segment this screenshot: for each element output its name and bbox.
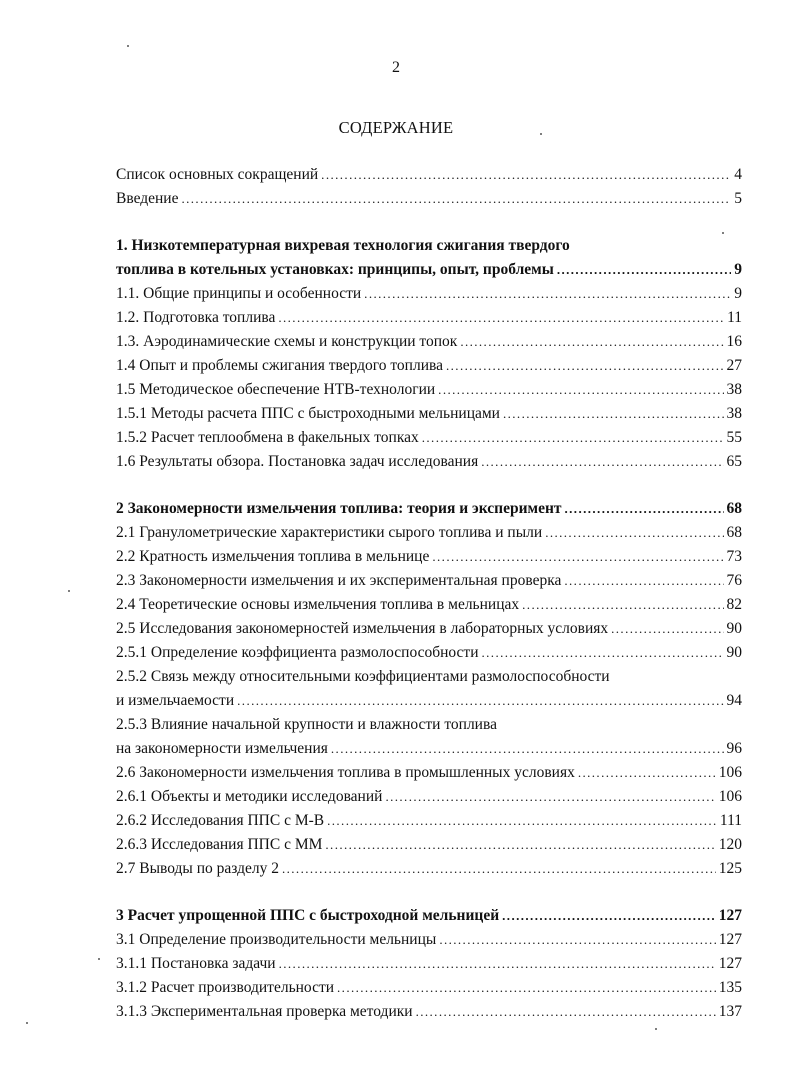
toc-entry (116, 521, 742, 545)
section-gap (116, 474, 742, 497)
toc-entry-title: 3.1.3 Экспериментальная проверка методики (116, 1003, 413, 1020)
toc-leader-dots (522, 593, 723, 617)
toc-entry-page: 38 (726, 381, 742, 398)
toc-entry-page: 68 (726, 500, 742, 517)
toc-chapter-1 (116, 234, 742, 282)
toc-entry-page: 9 (734, 285, 742, 302)
toc-leader-dots (482, 641, 724, 665)
toc-entry-title: 1.6 Результаты обзора. Постановка задач исследования (116, 453, 479, 470)
toc-leader-dots (545, 521, 723, 545)
toc-entry-two-line (116, 665, 742, 713)
toc-entry-title: 2.6.2 Исследования ППС с М-В (116, 812, 325, 829)
toc-entry-title: 3.1 Определение производительности мельницы (116, 931, 437, 948)
toc-entry-title: 2.7 Выводы по разделу 2 (116, 860, 279, 877)
toc-entry-page: 11 (727, 309, 742, 326)
toc-entry (116, 641, 742, 665)
toc-entry-title: 1.2. Подготовка топлива (116, 309, 276, 326)
toc-entry (116, 330, 742, 354)
toc-entry (116, 1000, 742, 1024)
toc-entry-page: 90 (726, 644, 742, 661)
toc-entry-title-line1: 2.5.3 Влияние начальной крупности и влажности топлива (116, 716, 497, 733)
toc-leader-dots (481, 450, 723, 474)
toc-leader-dots (564, 569, 723, 593)
toc-leader-dots (279, 952, 716, 976)
toc-entry-page: 106 (718, 788, 742, 805)
toc-entry-title: 3.1.1 Постановка задачи (116, 955, 276, 972)
toc-entry-page: 137 (718, 1003, 742, 1020)
toc-entry-title: 3.1.2 Расчет производительности (116, 979, 335, 996)
toc-entry (116, 833, 742, 857)
toc-leader-dots (181, 187, 731, 211)
page-title: СОДЕРЖАНИЕ (338, 118, 454, 137)
toc-entry-page: 90 (726, 620, 742, 637)
toc-entry-title: 2.6.1 Объекты и методики исследований (116, 788, 383, 805)
toc-entry-title: 2.6.3 Исследования ППС с ММ (116, 836, 323, 853)
toc-leader-dots (364, 282, 731, 306)
toc-entry-title: и измельчаемости (116, 692, 235, 709)
toc-leader-dots (337, 976, 716, 1000)
toc-entry-title: 1.3. Аэродинамические схемы и конструкции топок (116, 333, 458, 350)
toc-leader-dots (578, 761, 716, 785)
toc-leader-dots (432, 545, 723, 569)
toc-entry-page: 135 (718, 979, 742, 996)
toc-entry-page: 73 (726, 548, 742, 565)
toc-entry-title: 1.1. Общие принципы и особенности (116, 285, 362, 302)
toc-entry (116, 809, 742, 833)
toc-chapter-2 (116, 497, 742, 521)
toc-entry (116, 952, 742, 976)
toc-entry-title-line1: 2.5.2 Связь между относительными коэффициентами размолоспособности (116, 668, 610, 685)
toc-entry-two-line (116, 713, 742, 761)
toc-entry-page: 68 (726, 524, 742, 541)
toc-leader-dots (438, 378, 723, 402)
toc-entry (116, 545, 742, 569)
toc-leader-dots (565, 497, 724, 521)
toc-entry (116, 354, 742, 378)
toc-leader-dots (321, 163, 731, 187)
toc-entry-title: 1.5 Методическое обеспечение НТВ-технологии (116, 381, 436, 398)
toc-entry-title: 2.5.1 Определение коэффициента размолоспособности (116, 644, 479, 661)
toc-entry (116, 857, 742, 881)
toc-leader-dots (331, 737, 724, 761)
toc-leader-dots (325, 833, 715, 857)
scan-speck (722, 232, 724, 234)
toc-entry-page: 125 (718, 860, 742, 877)
toc-entry-title: 2.6 Закономерности измельчения топлива в промышленных условиях (116, 764, 575, 781)
toc-entry (116, 785, 742, 809)
toc-entry (116, 402, 742, 426)
toc-entry (116, 761, 742, 785)
scan-speck (98, 958, 100, 960)
toc-entry-title: 2.5 Исследования закономерностей измельчения в лабораторных условиях (116, 620, 609, 637)
toc-entry-title: на закономерности измельчения (116, 740, 328, 757)
toc-entry-page: 120 (718, 836, 742, 853)
toc-entry-page: 55 (726, 429, 742, 446)
toc-entry (116, 282, 742, 306)
toc-entry (116, 593, 742, 617)
toc-entry-page: 94 (726, 692, 742, 709)
toc-entry-page: 4 (734, 166, 742, 183)
toc-leader-dots (460, 330, 723, 354)
toc-leader-dots (557, 258, 731, 282)
toc-entry-title: 1.4 Опыт и проблемы сжигания твердого топлива (116, 357, 443, 374)
toc-entry (116, 976, 742, 1000)
toc-entry (116, 306, 742, 330)
toc-entry-page: 127 (718, 907, 742, 924)
page-number: 2 (392, 59, 400, 76)
toc-entry-title: 2.3 Закономерности измельчения и их экспериментальная проверка (116, 572, 562, 589)
toc-entry (116, 928, 742, 952)
toc-entry-page: 106 (718, 764, 742, 781)
section-gap (116, 211, 742, 234)
toc-entry-page: 76 (726, 572, 742, 589)
toc-entry (116, 450, 742, 474)
toc-entry (116, 378, 742, 402)
scan-speck (68, 590, 70, 592)
toc-entry-page: 82 (726, 596, 742, 613)
toc-entry-page: 111 (719, 812, 742, 829)
toc-entry-page: 65 (726, 453, 742, 470)
scan-speck (127, 45, 129, 47)
toc-entry-page: 9 (734, 261, 742, 278)
toc-leader-dots (416, 1000, 716, 1024)
toc-entry-title: 2 Закономерности измельчения топлива: теория и эксперимент (116, 500, 562, 517)
toc-chapter-3 (116, 904, 742, 928)
toc-entry-title: Список основных сокращений (116, 166, 319, 183)
toc-entry-title: топлива в котельных установках: принципы, опыт, проблемы (116, 261, 554, 278)
toc-leader-dots (502, 904, 716, 928)
toc-entry-title: 2.4 Теоретические основы измельчения топлива в мельницах (116, 596, 520, 613)
toc-entry-title: 1.5.1 Методы расчета ППС с быстроходными мельницами (116, 405, 500, 422)
toc-leader-dots (422, 426, 724, 450)
toc-entry-title: Введение (116, 190, 179, 207)
scan-speck (540, 133, 542, 135)
toc-entry-page: 127 (718, 931, 742, 948)
toc-entry-title-line1: 1. Низкотемпературная вихревая технология сжигания твердого (116, 237, 570, 254)
toc-entry-page: 27 (726, 357, 742, 374)
toc-entry-abbreviations (116, 163, 742, 187)
toc-leader-dots (503, 402, 724, 426)
section-gap (116, 881, 742, 904)
toc-entry-page: 16 (726, 333, 742, 350)
toc-entry-title: 2.1 Гранулометрические характеристики сырого топлива и пыли (116, 524, 543, 541)
toc-leader-dots (385, 785, 715, 809)
scan-speck (26, 1022, 28, 1024)
toc-leader-dots (611, 617, 723, 641)
toc-entry-introduction (116, 187, 742, 211)
toc-entry-page: 38 (726, 405, 742, 422)
toc-leader-dots (278, 306, 724, 330)
toc-leader-dots (327, 809, 717, 833)
toc-entry-title: 1.5.2 Расчет теплообмена в факельных топках (116, 429, 419, 446)
toc-leader-dots (446, 354, 724, 378)
toc-entry-page: 5 (734, 190, 742, 207)
toc-entry (116, 617, 742, 641)
toc-entry (116, 426, 742, 450)
scan-speck (655, 1028, 657, 1030)
toc-leader-dots (282, 857, 716, 881)
toc-entry-page: 96 (726, 740, 742, 757)
toc-entry-title: 2.2 Кратность измельчения топлива в мельнице (116, 548, 430, 565)
toc-entry-title: 3 Расчет упрощенной ППС с быстроходной мельницей (116, 907, 500, 924)
toc-leader-dots (237, 689, 723, 713)
toc-entry (116, 569, 742, 593)
table-of-contents (116, 163, 742, 1024)
toc-entry-page: 127 (718, 955, 742, 972)
toc-leader-dots (439, 928, 715, 952)
